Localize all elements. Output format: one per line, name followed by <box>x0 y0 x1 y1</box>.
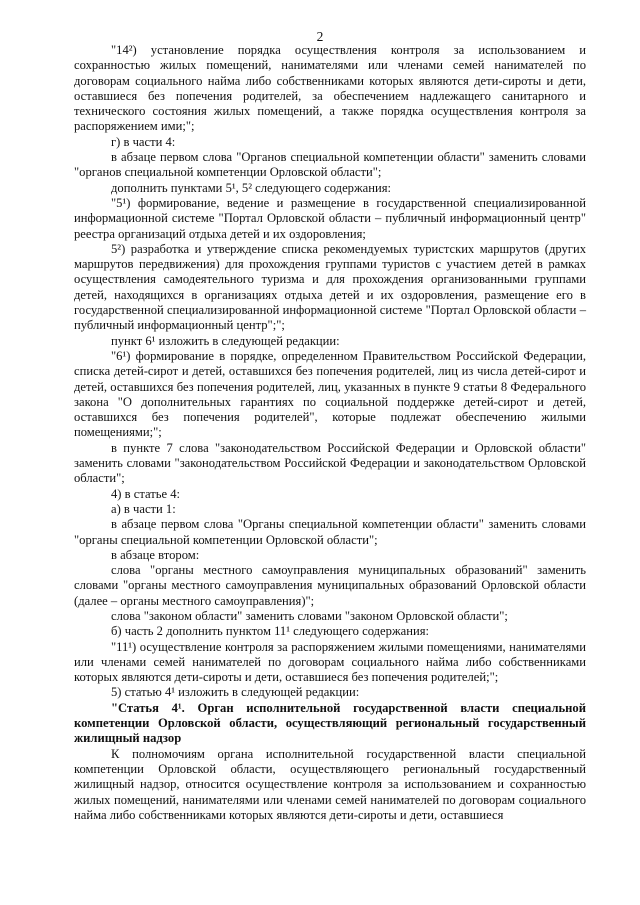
page-number: 2 <box>316 29 324 44</box>
paragraph: г) в части 4: <box>111 134 176 149</box>
article-heading: "Статья 4¹. Орган исполнительной государственной власти специальной компетенции Орловской области, осуществляющий региональный государственный жилищный надзор <box>74 700 586 746</box>
paragraph: в пункте 7 слова "законодательством Российской Федерации и Орловской области" заменить словами "законодательством Российской Федерации и законодательством Орловской области"; <box>74 440 586 486</box>
paragraph: в абзаце втором: <box>111 547 200 562</box>
paragraph: 5²) разработка и утверждение списка рекомендуемых туристских маршрутов (других маршрутов передвижения) для прохождения группами туристов с участием детей в рамках осуществления самодеятельного туризма и для прохождения организованными группами детей, находящихся в организациях отдыха детей и их оздоровления, размещение его в государственной специализированной информационной системе "Портал Орловской области – публичный информационный центр";"; <box>74 241 586 333</box>
paragraph: пункт 6¹ изложить в следующей редакции: <box>111 333 340 348</box>
document-body <box>74 43 586 823</box>
paragraph: "5¹) формирование, ведение и размещение в государственной специализированной информационной системе "Портал Орловской области – публичный информационный центр" реестра организаций отдыха детей и их оздоровления; <box>74 195 586 241</box>
paragraph: "14²) установление порядка осуществления контроля за использованием и сохранностью жилых помещений, нанимателями или членами семей нанимателей по договорам социального найма либо собственниками которых являются дети-сироты и дети, оставшиеся без попечения родителей, за обеспечением надлежащего санитарного и технического состояния жилых помещений, а также порядка осуществления контроля за распоряжением ими;"; <box>74 43 586 134</box>
paragraph: "6¹) формирование в порядке, определенном Правительством Российской Федерации, списка детей-сирот и детей, оставшихся без попечения родителей, лиц из числа детей-сирот и детей, оставшихся без попечения родителей, лиц, указанных в пункте 9 статьи 8 Федерального закона "О дополнительных гарантиях по социальной поддержке детей-сирот и детей, оставшихся без попечения родителей", которые подлежат обеспечению жилыми помещениями;"; <box>74 348 586 440</box>
paragraph: дополнить пунктами 5¹, 5² следующего содержания: <box>111 180 392 195</box>
paragraph: в абзаце первом слова "Органы специальной компетенции области" заменить словами "органы специальной компетенции Орловской области"; <box>74 517 586 547</box>
paragraph: а) в части 1: <box>111 501 176 516</box>
paragraph: б) часть 2 дополнить пунктом 11¹ следующего содержания: <box>111 624 430 639</box>
paragraph: К полномочиям органа исполнительной государственной власти специальной компетенции Орловской области, осуществляющего региональный государственный жилищный надзор, относится осуществление контроля за использованием и сохранностью жилых помещений, нанимателями или членами семей нанимателей по договорам социального найма либо собственниками которых являются дети-сироты и дети, оставшиеся <box>74 746 586 822</box>
paragraph: в абзаце первом слова "Органов специальной компетенции области" заменить словами "органов специальной компетенции Орловской области"; <box>74 150 586 180</box>
paragraph: 4) в статье 4: <box>111 486 181 501</box>
paragraph: "11¹) осуществление контроля за распоряжением жилыми помещениями, нанимателями или членами семей нанимателей по договорам социального найма либо собственниками которых являются дети-сироты и дети, оставшиеся без попечения родителей;"; <box>74 639 586 685</box>
paragraph: 5) статью 4¹ изложить в следующей редакции: <box>111 685 360 700</box>
paragraph: слова "органы местного самоуправления муниципальных образований" заменить словами "органы местного самоуправления муниципальных образований Орловской области (далее – органы местного самоуправления)"; <box>74 563 586 608</box>
paragraph: слова "законом области" заменить словами "законом Орловской области"; <box>111 608 508 623</box>
